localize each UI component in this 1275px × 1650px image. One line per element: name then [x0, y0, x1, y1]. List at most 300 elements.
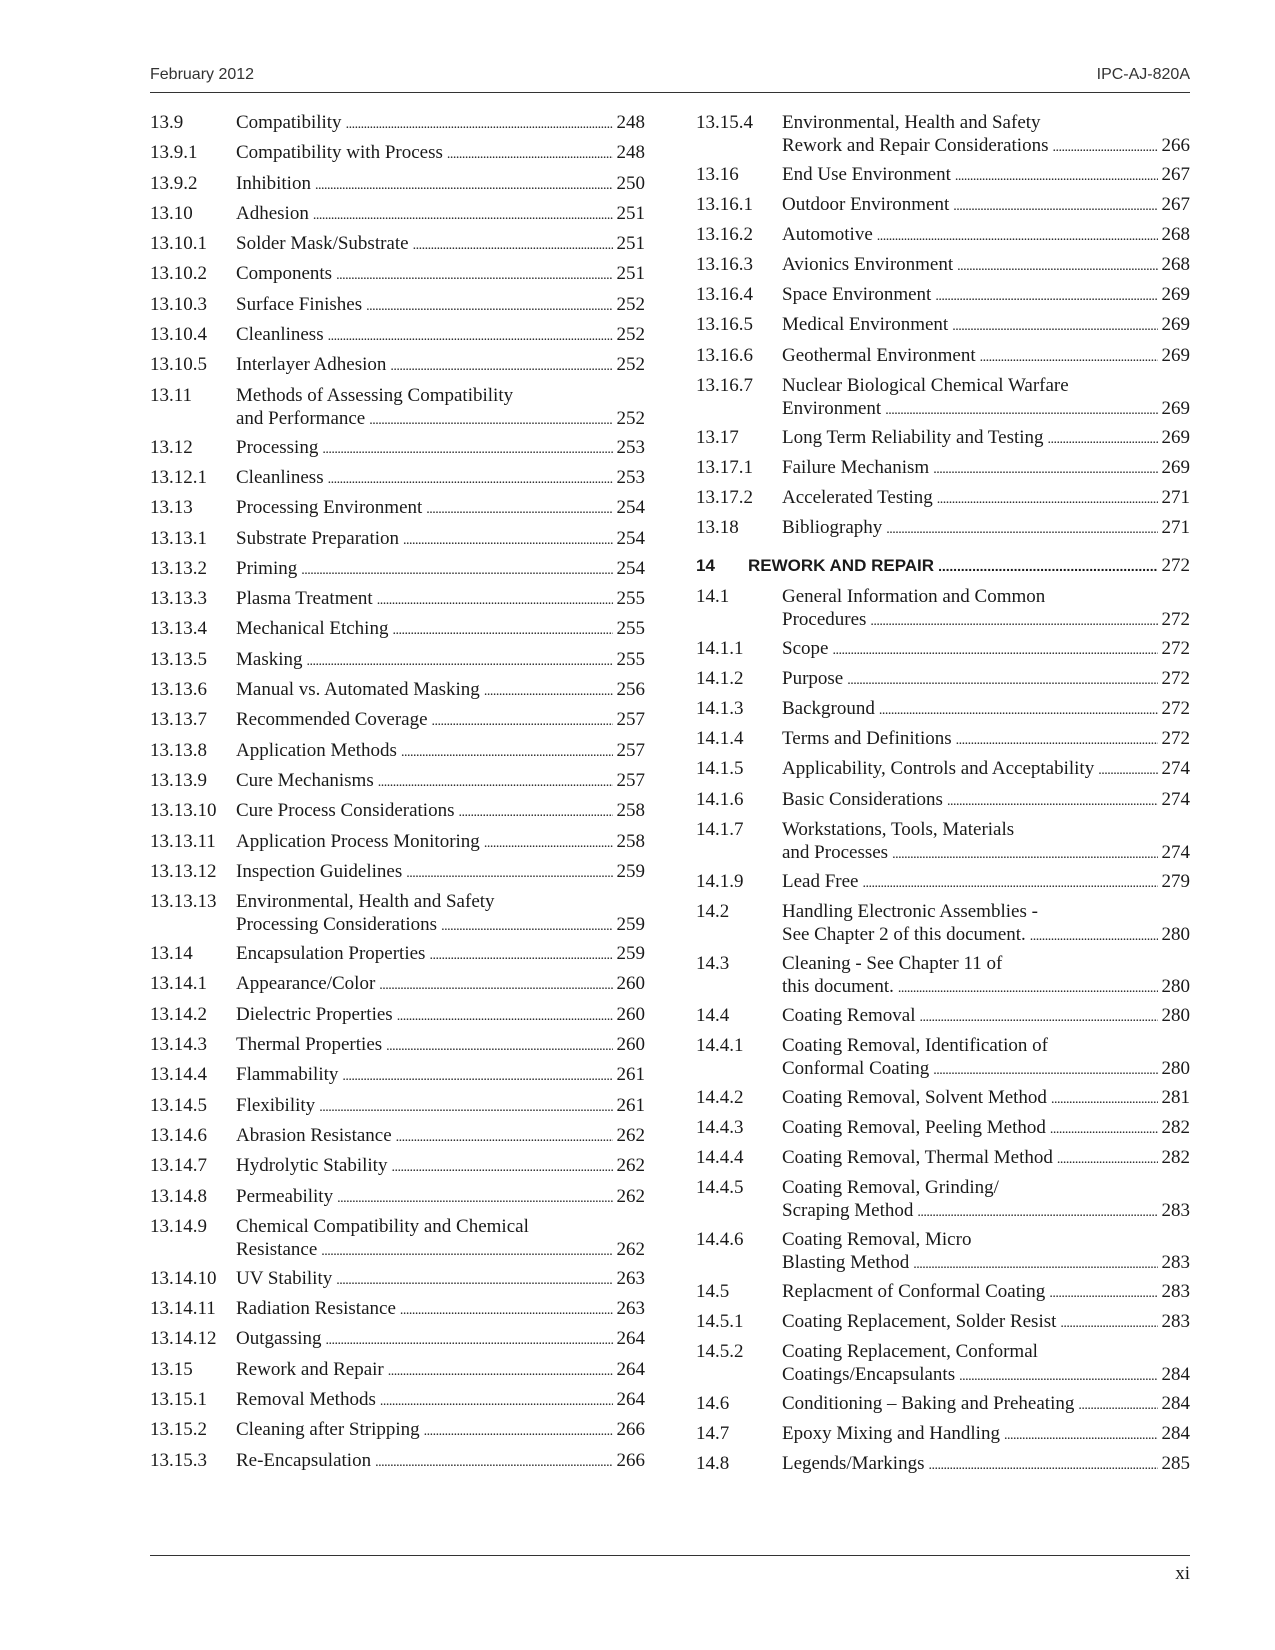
title-line — [782, 608, 1190, 633]
entry-title — [236, 323, 645, 353]
entry-title — [236, 1003, 645, 1033]
dot-leader — [917, 1199, 1157, 1224]
entry-title — [782, 253, 1190, 283]
page-ref: 252 — [616, 354, 645, 376]
toc-entry — [696, 163, 1190, 193]
page-ref: 279 — [1161, 870, 1190, 892]
entry-title — [782, 1176, 1190, 1228]
toc-entry — [696, 1176, 1190, 1228]
title-line — [782, 952, 1190, 975]
toc-entry — [150, 860, 645, 890]
title-line — [782, 727, 1190, 752]
title-line — [782, 841, 1190, 866]
section-number: 13.12.1 — [150, 466, 207, 488]
title-line — [782, 975, 1190, 1000]
dot-leader — [877, 223, 1158, 248]
title-line — [782, 283, 1190, 308]
title-text: Substrate Preparation — [236, 527, 400, 549]
page-ref: 251 — [616, 263, 645, 285]
entry-title — [782, 193, 1190, 223]
title-line — [236, 293, 645, 318]
section-number: 14.4.3 — [696, 1116, 744, 1138]
title-text: Methods of Assessing Compatibility — [236, 384, 514, 406]
title-line — [236, 587, 645, 612]
entry-title — [782, 1228, 1190, 1280]
page-ref: 284 — [1161, 1393, 1190, 1415]
section-number: 13.13.8 — [150, 739, 207, 761]
entry-title — [236, 1388, 645, 1418]
entry-title — [782, 223, 1190, 253]
title-text: Conformal Coating — [782, 1057, 930, 1079]
page-ref: 255 — [616, 588, 645, 610]
title-line — [782, 1452, 1190, 1477]
title-text: Space Environment — [782, 284, 932, 306]
entry-title — [236, 1215, 645, 1267]
page-ref: 274 — [1161, 758, 1190, 780]
toc-entry — [696, 1034, 1190, 1086]
section-number: 14.4.4 — [696, 1146, 744, 1168]
title-line — [236, 172, 645, 197]
section-number: 13.13.1 — [150, 527, 207, 549]
section-number: 13.16.4 — [696, 284, 753, 306]
entry-title — [782, 818, 1190, 870]
entry-title — [236, 496, 645, 526]
section-number: 13.14.5 — [150, 1094, 207, 1116]
toc-entry — [150, 262, 645, 292]
title-line — [236, 1185, 645, 1210]
title-text: Rework and Repair Considerations — [782, 135, 1049, 156]
dot-leader — [315, 172, 613, 197]
title-text: Resistance — [236, 1238, 318, 1260]
page-ref: 254 — [616, 527, 645, 549]
entry-title — [236, 739, 645, 769]
title-text: Surface Finishes — [236, 293, 363, 315]
title-line — [782, 667, 1190, 692]
dot-leader — [380, 1388, 613, 1413]
title-text: Failure Mechanism — [782, 456, 930, 478]
dot-leader — [933, 456, 1157, 481]
entry-title — [782, 637, 1190, 667]
title-line — [236, 1154, 645, 1179]
section-number: 13.13.12 — [150, 860, 217, 882]
dot-leader — [301, 557, 612, 582]
entry-title — [782, 727, 1190, 757]
section-number: 14.1.6 — [696, 788, 744, 810]
entry-title — [236, 617, 645, 647]
title-line — [236, 1215, 645, 1238]
page-ref: 269 — [1161, 284, 1190, 306]
section-number: 13.15.1 — [150, 1388, 207, 1410]
toc-entry — [696, 374, 1190, 426]
title-line — [236, 262, 645, 287]
title-text: Scope — [782, 638, 829, 660]
title-text: Bibliography — [782, 516, 883, 538]
toc-entry — [696, 193, 1190, 223]
section-number: 13.15.3 — [150, 1449, 207, 1471]
dot-leader — [424, 1418, 613, 1443]
entry-title — [782, 1034, 1190, 1086]
dot-leader — [429, 942, 612, 967]
title-text: End Use Environment — [782, 164, 951, 185]
title-line — [782, 1146, 1190, 1171]
title-line — [236, 1033, 645, 1058]
title-text: See Chapter 2 of this document. — [782, 923, 1026, 945]
toc-entry — [150, 1215, 645, 1267]
title-line — [782, 818, 1190, 841]
title-text: Avionics Environment — [782, 254, 954, 276]
section-number: 13.13.7 — [150, 709, 207, 731]
title-line — [236, 496, 645, 521]
section-number: 13.14.4 — [150, 1064, 207, 1086]
entry-title — [782, 456, 1190, 486]
title-line — [236, 769, 645, 794]
page-ref: 258 — [616, 830, 645, 852]
section-number: 13.13.4 — [150, 618, 207, 640]
toc-entry — [150, 496, 645, 526]
section-number: 13.15.2 — [150, 1419, 207, 1441]
page-ref: 258 — [616, 800, 645, 822]
dot-leader — [326, 1327, 613, 1352]
page-ref: 254 — [616, 497, 645, 519]
entry-title — [782, 1116, 1190, 1146]
toc-entry — [696, 637, 1190, 667]
dot-leader — [322, 436, 612, 461]
dot-leader — [952, 313, 1157, 338]
page-ref: 264 — [616, 1358, 645, 1380]
title-line — [236, 111, 645, 136]
title-line — [782, 1228, 1190, 1251]
dot-leader — [392, 617, 612, 642]
title-line — [236, 436, 645, 461]
toc-entry — [150, 1003, 645, 1033]
toc-entry — [696, 253, 1190, 283]
dot-leader — [336, 1267, 612, 1292]
title-line — [782, 757, 1190, 782]
title-text: Compatibility — [236, 112, 342, 133]
toc-entry — [696, 516, 1190, 546]
section-number: 13.14.9 — [150, 1215, 207, 1237]
toc-entry — [150, 890, 645, 942]
page-ref: 280 — [1161, 975, 1190, 997]
title-line — [782, 1176, 1190, 1199]
title-line — [782, 1086, 1190, 1111]
title-line — [236, 1388, 645, 1413]
toc-entry — [696, 727, 1190, 757]
section-number: 13.16 — [696, 164, 739, 185]
page-ref: 256 — [616, 679, 645, 701]
dot-leader — [928, 1452, 1157, 1477]
title-line — [236, 1297, 645, 1322]
running-header — [150, 62, 1190, 93]
title-line — [782, 193, 1190, 218]
section-number: 14.1.9 — [696, 870, 744, 892]
section-number: 13.10.4 — [150, 324, 207, 346]
title-line — [236, 617, 645, 642]
title-text: Workstations, Tools, Materials — [782, 818, 1015, 840]
section-number: 14.1 — [696, 586, 730, 608]
title-text: Inspection Guidelines — [236, 860, 403, 882]
page-ref: 280 — [1161, 923, 1190, 945]
page-ref: 283 — [1161, 1200, 1190, 1222]
title-text: Geothermal Environment — [782, 344, 976, 366]
title-text: Legends/Markings — [782, 1453, 925, 1475]
title-text: Cure Mechanisms — [236, 769, 374, 791]
dot-leader — [403, 527, 612, 552]
title-line — [236, 830, 645, 855]
title-line — [782, 253, 1190, 278]
title-text: Interlayer Adhesion — [236, 354, 387, 376]
dot-leader — [862, 870, 1157, 895]
title-text: Cleaning after Stripping — [236, 1419, 420, 1441]
toc-entry — [150, 111, 645, 141]
toc-entry — [696, 1146, 1190, 1176]
title-line — [236, 557, 645, 582]
title-text: Radiation Resistance — [236, 1298, 396, 1320]
title-line — [782, 585, 1190, 608]
title-text: Coating Removal, Grinding/ — [782, 1177, 999, 1199]
title-line — [236, 384, 645, 407]
section-number: 13.13.13 — [150, 891, 217, 913]
title-line — [782, 456, 1190, 481]
entry-title — [236, 1449, 645, 1479]
page-ref: 272 — [1161, 698, 1190, 720]
page-ref: 254 — [616, 557, 645, 579]
title-line — [782, 397, 1190, 422]
entry-title — [236, 527, 645, 557]
title-text: Coating Removal, Solvent Method — [782, 1086, 1047, 1108]
title-text: Flexibility — [236, 1094, 316, 1116]
section-number: 13.11 — [150, 384, 193, 406]
page-ref: 255 — [616, 618, 645, 640]
title-text: Hydrolytic Stability — [236, 1155, 388, 1177]
page-ref: 280 — [1161, 1057, 1190, 1079]
entry-title — [782, 111, 1190, 163]
entry-title — [236, 353, 645, 383]
section-number: 13.14.10 — [150, 1267, 217, 1289]
title-text: Coating Replacement, Conformal — [782, 1341, 1038, 1363]
dot-leader — [1050, 1116, 1158, 1141]
title-text: Automotive — [782, 224, 873, 246]
entry-title — [236, 830, 645, 860]
entry-title — [782, 1086, 1190, 1116]
section-number: 13.17.2 — [696, 486, 753, 508]
section-number: 14.4.1 — [696, 1034, 744, 1056]
section-number: 13.14.6 — [150, 1124, 207, 1146]
page-ref: 269 — [1161, 456, 1190, 478]
title-line — [236, 860, 645, 885]
section-number: 14.1.5 — [696, 758, 744, 780]
title-text: Flammability — [236, 1064, 339, 1086]
toc-entry — [150, 1267, 645, 1297]
page-ref: 259 — [616, 860, 645, 882]
toc-entry — [150, 799, 645, 829]
dot-leader — [947, 788, 1158, 813]
title-text: Outgassing — [236, 1328, 322, 1350]
title-text: Plasma Treatment — [236, 588, 373, 610]
entry-title — [236, 293, 645, 323]
toc-entry — [150, 739, 645, 769]
toc-entry — [150, 708, 645, 738]
section-number: 13.15.4 — [696, 112, 753, 133]
entry-title — [236, 942, 645, 972]
title-line — [782, 1034, 1190, 1057]
dot-leader — [1051, 1086, 1158, 1111]
page-ref: 257 — [616, 739, 645, 761]
toc-entry — [696, 1452, 1190, 1482]
title-line — [782, 697, 1190, 722]
title-line — [236, 527, 645, 552]
page-ref: 271 — [1161, 486, 1190, 508]
footer-rule — [150, 1555, 1190, 1556]
title-text: Chemical Compatibility and Chemical — [236, 1215, 529, 1237]
section-number: 13.16.6 — [696, 344, 753, 366]
page-ref: 252 — [616, 407, 645, 429]
title-line — [782, 1251, 1190, 1276]
title-line — [782, 900, 1190, 923]
entry-title — [236, 557, 645, 587]
title-line — [236, 648, 645, 673]
page-ref: 269 — [1161, 426, 1190, 448]
section-number: 13.10.1 — [150, 233, 207, 255]
title-line — [236, 678, 645, 703]
toc-entry — [150, 466, 645, 496]
section-number: 13.9.2 — [150, 172, 198, 194]
title-text: Abrasion Resistance — [236, 1124, 392, 1146]
title-line — [782, 374, 1190, 397]
title-line — [236, 202, 645, 227]
entry-title — [236, 1094, 645, 1124]
section-number: 13.10.2 — [150, 263, 207, 285]
title-line — [782, 923, 1190, 948]
toc-entry — [150, 1185, 645, 1215]
title-text: Applicability, Controls and Acceptability — [782, 758, 1095, 780]
title-text: Cleanliness — [236, 324, 324, 346]
title-text: Rework and Repair — [236, 1358, 384, 1380]
title-line — [236, 1094, 645, 1119]
title-line — [782, 1004, 1190, 1029]
page-ref: 271 — [1161, 516, 1190, 538]
entry-title — [236, 769, 645, 799]
dot-leader — [397, 1003, 613, 1028]
title-text: UV Stability — [236, 1267, 333, 1289]
section-number: 14.1.1 — [696, 638, 744, 660]
title-text: Adhesion — [236, 202, 309, 224]
dot-leader — [885, 397, 1157, 422]
title-text: Dielectric Properties — [236, 1003, 393, 1025]
toc-entry — [150, 384, 645, 436]
dot-leader — [1030, 923, 1158, 948]
page-ref: 248 — [616, 142, 645, 164]
entry-title — [782, 1146, 1190, 1176]
section-number: 14.1.4 — [696, 728, 744, 750]
toc-entry — [150, 1094, 645, 1124]
title-text: Lead Free — [782, 870, 859, 892]
title-line — [236, 323, 645, 348]
toc-entry — [150, 323, 645, 353]
entry-title — [236, 262, 645, 292]
toc-entry — [696, 1422, 1190, 1452]
toc-entry — [696, 1340, 1190, 1392]
title-line — [782, 1392, 1190, 1417]
dot-leader — [441, 913, 612, 938]
toc-entry — [696, 486, 1190, 516]
dot-leader — [396, 1124, 613, 1149]
title-line — [236, 890, 645, 913]
page-ref: 272 — [1161, 609, 1190, 631]
toc-entry — [150, 1033, 645, 1063]
title-text: Epoxy Mixing and Handling — [782, 1423, 1000, 1445]
title-text: Masking — [236, 648, 303, 670]
dot-leader — [391, 1154, 612, 1179]
title-text: Environment — [782, 397, 882, 419]
title-text: Inhibition — [236, 172, 311, 194]
section-number: 13.16.1 — [696, 194, 753, 216]
page-ref: 268 — [1161, 254, 1190, 276]
dot-leader — [955, 163, 1158, 188]
section-number: 13.13.9 — [150, 769, 207, 791]
title-text: Nuclear Biological Chemical Warfare — [782, 374, 1069, 396]
section-number: 13.14.11 — [150, 1298, 216, 1320]
page-ref: 283 — [1161, 1311, 1190, 1333]
title-text: Coating Removal, Peeling Method — [782, 1116, 1046, 1138]
title-text: Environmental, Health and Safety — [782, 112, 1041, 133]
title-text: Terms and Definitions — [782, 728, 952, 750]
title-text: Handling Electronic Assemblies - — [782, 900, 1038, 922]
toc-entry — [696, 952, 1190, 1004]
entry-title — [782, 516, 1190, 546]
dot-leader — [378, 769, 613, 794]
entry-title — [782, 952, 1190, 1004]
section-number: 13.10.3 — [150, 293, 207, 315]
page-ref: 272 — [1161, 668, 1190, 690]
toc-entry — [150, 141, 645, 171]
section-number: 13.14.8 — [150, 1185, 207, 1207]
section-number: 13.15 — [150, 1358, 193, 1380]
title-text: Processing — [236, 436, 319, 458]
title-text: Priming — [236, 557, 298, 579]
title-line — [236, 942, 645, 967]
title-line — [782, 486, 1190, 511]
dot-leader — [447, 141, 613, 166]
title-line — [236, 1267, 645, 1292]
entry-title — [782, 697, 1190, 727]
toc-entry — [150, 1388, 645, 1418]
dot-leader — [1060, 1310, 1157, 1335]
dot-leader — [336, 262, 612, 287]
page-ref: 283 — [1161, 1281, 1190, 1303]
entry-title — [782, 1392, 1190, 1422]
dot-leader — [1052, 134, 1157, 159]
page-ref: 253 — [616, 436, 645, 458]
dot-leader — [1057, 1146, 1158, 1171]
entry-title — [236, 232, 645, 262]
dot-leader — [898, 975, 1158, 1000]
title-line — [236, 407, 645, 432]
dot-leader — [937, 486, 1158, 511]
page-ref: 263 — [616, 1267, 645, 1289]
page-ref: 283 — [1161, 1252, 1190, 1274]
page-ref: 280 — [1161, 1004, 1190, 1026]
section-number: 13.13 — [150, 497, 193, 519]
toc-entry — [150, 527, 645, 557]
toc-entry — [696, 111, 1190, 163]
entry-title — [782, 374, 1190, 426]
page-ref: 251 — [616, 202, 645, 224]
title-text: Cure Process Considerations — [236, 800, 455, 822]
section-number: 14.5.1 — [696, 1311, 744, 1333]
dot-leader — [938, 554, 1157, 578]
title-text: Solder Mask/Substrate — [236, 233, 409, 255]
